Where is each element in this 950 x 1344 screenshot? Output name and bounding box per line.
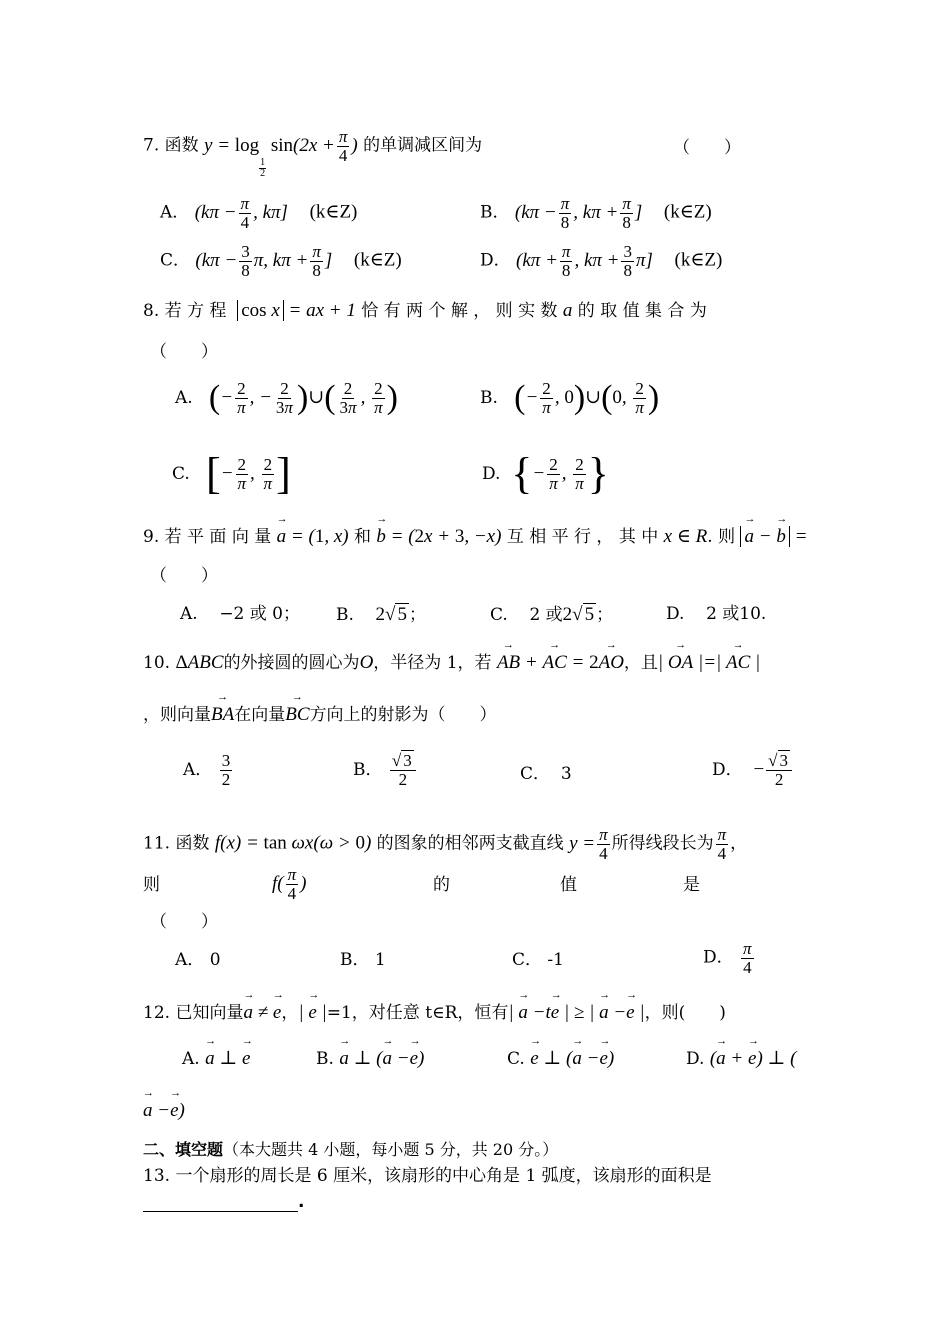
q10-stem: 10. ΔABC的外接圆的圆心为O，半径为 1，若 → AB + → AC = 2→ AO，且| → OA |=| → AC | xyxy=(143,652,760,675)
q10-stem-line2: ，则向量→ BA在向量→ BC方向上的射影为（ ） xyxy=(143,704,497,727)
q7-option-a: A． (kπ − $\frac{\pi}{4}$ , kπ] (k∈Z) xyxy=(160,194,358,232)
option-value: -1 xyxy=(547,950,564,970)
q10-text5: ，则向量 xyxy=(143,705,211,725)
q10-text7: 方向上的射影为（ ） xyxy=(309,705,497,725)
q10-text4: ，且 xyxy=(623,653,658,673)
frac-num: 3 xyxy=(221,751,231,770)
q10-option-b: B． $\frac{√ 3}{2}$ xyxy=(353,752,418,789)
option-domain: (k∈Z) xyxy=(674,249,723,271)
q9-option-c: C. 2 或2√ 5 ； xyxy=(490,604,614,625)
option-label: C. xyxy=(490,605,508,625)
q12-text3: =1，对任意 t∈R，恒有 xyxy=(326,1003,509,1023)
q7-option-b: B． (kπ − $\frac{\pi}{8}$ , kπ + $\frac{\pi}{8}$ ] (k∈Z) xyxy=(480,194,712,232)
q12-option-c: C. → e ⊥ (→ a −→ e) xyxy=(507,1048,614,1071)
q7-option-d: D． (kπ + $\frac{\pi}{8}$ , kπ + $\frac{3}{8}$ π] (k∈Z) xyxy=(480,242,723,280)
q11-option-c xyxy=(512,950,564,970)
option-domain: (k∈Z) xyxy=(663,201,712,223)
option-tail: ； xyxy=(596,605,614,625)
q7-suffix: 的单调减区间为 xyxy=(363,135,483,156)
q8-option-b: B. (− $\frac{2}{\pi}$ , 0)∪(0, $\frac{2}{\pi}$ ) xyxy=(480,379,660,418)
frac-den: 2 xyxy=(774,769,784,789)
q8-text1: 8. 若 方 程 xyxy=(143,301,227,321)
q11-text3: 所得线段长为 xyxy=(611,833,714,854)
option-value: 2 或 xyxy=(529,605,563,625)
q11-stem: 11. 函数 f(x) = tan ωx(ω > 0) 的图象的相邻两支截直线 y = $\frac{\pi}{4}$ 所得线段长为 $\frac{\pi}{4}$ ， xyxy=(143,825,748,863)
q12-text1: 12. 已知向量 xyxy=(143,1003,244,1023)
q11-text1: 11. 函数 xyxy=(143,833,210,854)
option-label: B. xyxy=(316,1049,334,1069)
q7-formula: y = log $\frac{1}{2}$ sin(2x + $\frac{\pi}{4}$ ) xyxy=(204,127,358,179)
option-value: 1 xyxy=(374,950,386,970)
q11-shi: 是 xyxy=(683,875,700,895)
option-value: 3 xyxy=(560,764,572,784)
option-label: A． xyxy=(175,950,205,970)
q9-stem: 9. 若 平 面 向 量 → a = (1, x) 和 → b = (2x + 3, −x) 互 相 平 行 ， 其 中 x ∈ R. 则 → a − → b = xyxy=(143,526,807,549)
q11-f-pi4: f( $\frac{\pi}{4}$ ) xyxy=(272,865,307,903)
q9-text4: . 则 xyxy=(707,527,736,547)
q11-text4: ， xyxy=(730,833,748,854)
q12-text4: ，则( ) xyxy=(644,1003,726,1023)
option-label: B． xyxy=(353,759,383,780)
q10-text2: 的外接圆的圆心为 xyxy=(223,653,360,673)
q9-paren: （ ） xyxy=(150,566,218,586)
option-label: B. xyxy=(480,387,498,408)
q12-text2: ， xyxy=(281,1003,299,1023)
option-label: A. xyxy=(180,604,198,624)
q8-option-a: A. (− $\frac{2}{\pi}$ , − $\frac{2}{3\pi}$ )∪( $\frac{2}{3\pi}$ , $\frac{2}{\pi}$ ) xyxy=(175,379,398,418)
option-label: A． xyxy=(160,202,190,223)
q9-option-b: B. 2√ 5 ； xyxy=(336,604,426,625)
q7-stem xyxy=(143,128,482,179)
option-label: C． xyxy=(160,250,191,271)
q12-option-d: D. (→ a + → e) ⊥ ( xyxy=(686,1048,796,1071)
q10-option-c xyxy=(520,764,572,784)
option-label: D. xyxy=(686,1049,705,1069)
option-label: A. xyxy=(175,387,193,408)
option-domain: (k∈Z) xyxy=(353,249,402,271)
q8-text3: 的 取 值 集 合 为 xyxy=(577,301,707,321)
q7-paren: （ ） xyxy=(673,138,741,158)
q8-text2: 恰 有 两 个 解 ， 则 实 数 xyxy=(361,301,558,321)
q11-zhi: 值 xyxy=(560,875,577,895)
q10-option-a xyxy=(183,752,234,789)
q8-option-d: D. {− $\frac{2}{\pi}$ , $\frac{2}{\pi}$ } xyxy=(482,449,609,498)
option-label: C. xyxy=(507,1049,525,1069)
section-title: 二、填空题 xyxy=(143,1140,224,1159)
option-label: C． xyxy=(512,950,543,970)
q12-option-b: B. → a ⊥ (→ a −→ e) xyxy=(316,1048,424,1071)
q8-option-c: C. [− $\frac{2}{\pi}$ , $\frac{2}{\pi}$ ] xyxy=(172,449,291,498)
q11-option-a xyxy=(175,950,221,970)
q11-option-d: D． $\frac{\pi}{4}$ xyxy=(703,939,752,977)
q11-de: 的 xyxy=(433,875,450,895)
option-label: D． xyxy=(703,947,734,968)
q9-text1: 9. 若 平 面 向 量 xyxy=(143,527,272,547)
option-domain: (k∈Z) xyxy=(309,201,358,223)
section-2-heading xyxy=(143,1140,558,1159)
option-label: B. xyxy=(336,605,354,625)
q10-text6: 在向量 xyxy=(234,705,286,725)
option-label: A． xyxy=(183,759,213,780)
option-label: D． xyxy=(480,250,511,271)
q11-paren: （ ） xyxy=(150,912,218,932)
option-label: A. xyxy=(182,1049,200,1069)
q9-text3: 互 相 平 行 ， 其 中 xyxy=(506,527,659,547)
option-label: D． xyxy=(712,759,743,780)
q9-option-d xyxy=(666,604,766,624)
option-value: ； xyxy=(408,605,426,625)
option-label: D. xyxy=(666,604,685,624)
option-value: −2 或 0； xyxy=(219,604,300,624)
q12-option-d-cont: → a −→ e) xyxy=(143,1100,185,1123)
q8-stem: 8. 若 方 程 cos x = ax + 1 恰 有 两 个 解 ， 则 实 数 a 的 取 值 集 合 为 xyxy=(143,300,707,321)
q11-text2: 的图象的相邻两支截直线 xyxy=(376,833,564,854)
q13-answer-blank: . xyxy=(143,1192,304,1212)
option-label: D. xyxy=(482,463,501,484)
option-label: B． xyxy=(480,202,510,223)
q8-paren: （ ） xyxy=(150,342,218,362)
option-label: C． xyxy=(520,764,551,784)
option-label: B． xyxy=(340,950,370,970)
q9-option-a xyxy=(180,604,300,624)
section-note: （本大题共 4 小题，每小题 5 分，共 20 分。） xyxy=(223,1140,559,1159)
q11-ze: 则 xyxy=(143,875,160,895)
option-value: 0 xyxy=(209,950,221,970)
frac-den: 2 xyxy=(398,769,408,789)
frac-den: 2 xyxy=(221,769,231,789)
q13-stem: 13. 一个扇形的周长是 6 厘米，该扇形的中心角是 1 弧度，该扇形的面积是 xyxy=(143,1166,712,1186)
q10-text3: ，半径为 1，若 xyxy=(373,653,492,673)
q12-option-a: A. → a ⊥ → e xyxy=(182,1048,250,1071)
q10-option-d: D． − $\frac{√ 3}{2}$ xyxy=(712,752,794,789)
q12-stem: 12. 已知向量→ a ≠ → e，| → e |=1，对任意 t∈R，恒有| → a −t→ e | ≥ | → a −→ e |，则( ) xyxy=(143,1002,726,1025)
option-label: C. xyxy=(172,463,190,484)
answer-blank[interactable] xyxy=(143,1193,298,1212)
q11-option-b xyxy=(340,950,386,970)
q9-text2: 和 xyxy=(353,527,371,547)
option-value: 2 或10. xyxy=(706,604,767,624)
q10-text1: 10. xyxy=(143,653,171,673)
q7-prefix: 7. 函数 xyxy=(143,135,199,156)
q7-option-c: C． (kπ − $\frac{3}{8}$ π, kπ + $\frac{\pi}{8}$ ] (k∈Z) xyxy=(160,242,402,280)
